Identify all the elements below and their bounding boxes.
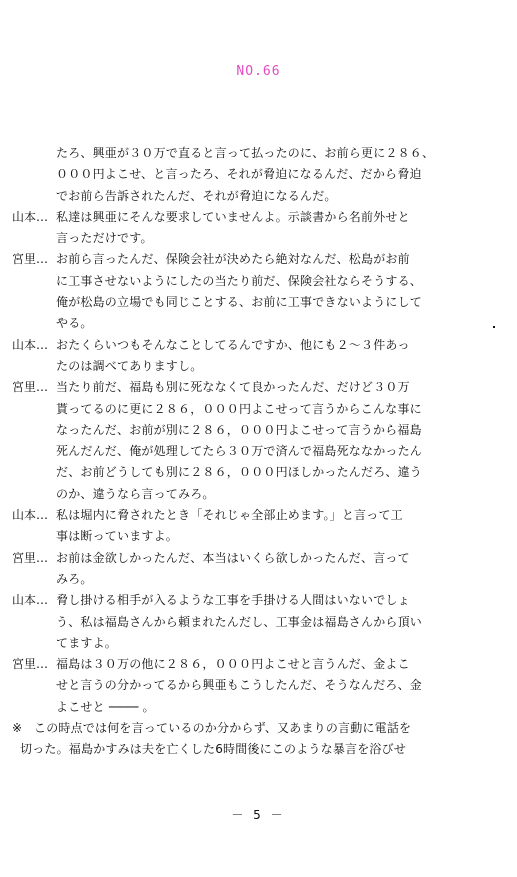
text-line: 福島は３０万の他に２８６，０００円よこせと言うんだ、金よこ <box>56 657 410 672</box>
transcript-entry <box>12 548 512 591</box>
text-line: ０００円よこせ、と言ったろ、それが脅迫になるんだ、だから脅迫 <box>56 167 422 182</box>
text-line: てますよ。 <box>56 635 118 650</box>
speaker-label: 宮里… <box>12 657 49 672</box>
text-line: たのは調べてありますし。 <box>56 358 203 373</box>
utterance-text <box>56 548 502 591</box>
utterance-text <box>56 377 502 505</box>
text-line: なったんだ、お前が別に２８６，０００円よこせって言うから福島 <box>56 422 422 437</box>
text-line: 俺が松島の立場でも同じことする、お前に工事できないようにして <box>56 295 423 310</box>
speaker-label: 山本… <box>12 337 49 352</box>
text-line: だ、お前どうしても別に２８６，０００円ほしかったんだろ、違う <box>56 465 423 480</box>
utterance-text <box>56 143 502 207</box>
text-line: 死んだんだ、俺が処理してたら３０万で済んで福島死ななかったん <box>56 444 423 459</box>
utterance-text <box>56 335 502 378</box>
transcript-entry <box>12 377 512 505</box>
text-line: のか、違うなら言ってみろ。 <box>56 486 215 501</box>
speaker-label: 山本… <box>12 209 49 224</box>
text-line: お前ら言ったんだ、保険会社が決めたら絶対なんだ、松島がお前 <box>56 252 410 267</box>
transcript-entry <box>12 143 512 207</box>
text-line: 言っただけです。 <box>56 231 153 246</box>
speaker-label: 宮里… <box>12 252 49 267</box>
speaker-label: 山本… <box>12 593 49 608</box>
page-number: － 5 － <box>231 808 286 822</box>
utterance-text <box>56 654 502 718</box>
speaker-label: 山本… <box>12 508 49 523</box>
note-line: 切った。福島かすみは夫を亡くした6時間後にこのような暴言を浴びせ <box>20 742 407 757</box>
document-number: NO.66 <box>236 64 281 79</box>
text-line: でお前ら告訴されたんだ、それが脅迫になるんだ。 <box>56 188 337 203</box>
text-line: お前は金欲しかったんだ、本当はいくら欲しかったんだ、言って <box>56 550 410 565</box>
utterance-text <box>56 207 502 250</box>
text-line: せと言うの分かってるから興亜もこうしたんだ、そうなんだろ、金 <box>56 678 423 693</box>
text-line: 私達は興亜にそんな要求していませんよ。示談書から名前外せと <box>56 209 410 224</box>
text-line: 貰ってるのに更に２８６，０００円よこせって言うからこんな事に <box>56 401 422 416</box>
text-line: 当たり前だ、福島も別に死ななくて良かったんだ、だけど３０万 <box>56 380 410 395</box>
text-line: やる。 <box>56 316 93 331</box>
transcript-entry <box>12 590 512 654</box>
text-line: 事は断っていますよ。 <box>56 529 179 544</box>
speaker-label: 宮里… <box>12 550 49 565</box>
text-line: 脅し掛ける相手が入るような工事を手掛ける人間はいないでしょ <box>56 593 410 608</box>
utterance-text <box>56 249 502 334</box>
transcript-body <box>12 143 512 761</box>
note-block <box>12 718 512 761</box>
transcript-entry <box>12 654 512 718</box>
transcript-entry <box>12 249 512 334</box>
stray-mark <box>493 326 495 328</box>
text-line: 私は堀内に脅されたとき「それじゃ全部止めます。」と言って工 <box>56 508 403 523</box>
utterance-text <box>56 590 502 654</box>
note-line: この時点では何を言っているのか分からず、又あまりの言動に電話を <box>34 721 412 736</box>
transcript-entry <box>12 335 512 378</box>
transcript-entry <box>12 207 512 250</box>
text-line: よこせと ──── 。 <box>56 699 155 714</box>
text-line: う、私は福島さんから頼まれたんだし、工事金は福島さんから頂い <box>56 614 423 629</box>
text-line: みろ。 <box>56 571 93 586</box>
speaker-label: 宮里… <box>12 380 49 395</box>
text-line: に工事させないようにしたの当たり前だ、保険会社ならそうする、 <box>56 273 423 288</box>
text-line: おたくらいつもそんなことしてるんですか、他にも２～３件あっ <box>56 337 410 352</box>
utterance-text <box>56 505 502 548</box>
transcript-entry <box>12 505 512 548</box>
speaker-label <box>12 143 56 207</box>
text-line: たろ、興亜が３０万で直ると言って払ったのに、お前ら更に２８６、 <box>56 146 435 160</box>
note-mark: ※ <box>12 721 23 736</box>
